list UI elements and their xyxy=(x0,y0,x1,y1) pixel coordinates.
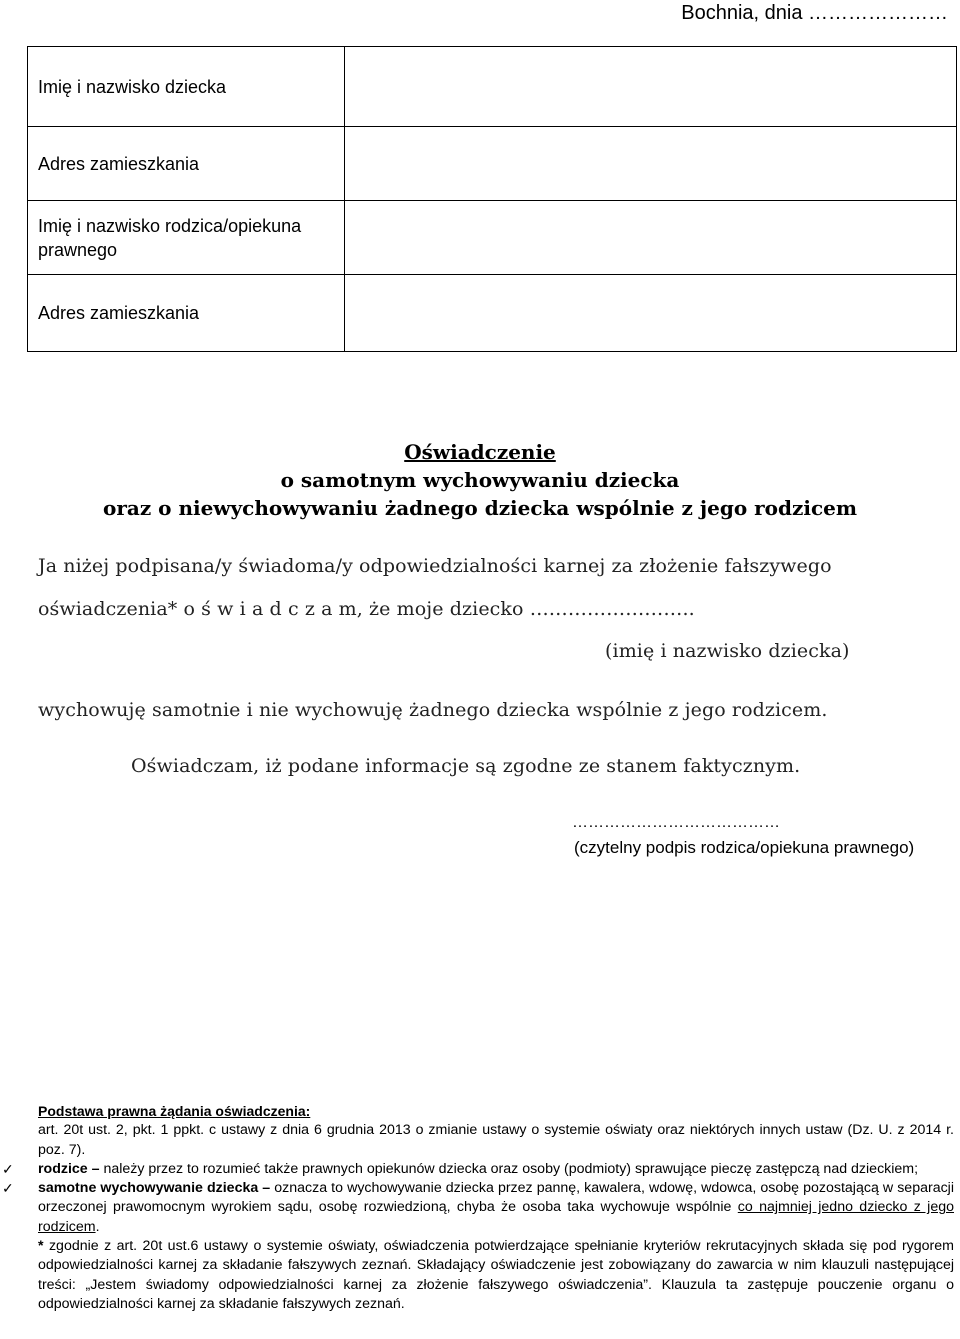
statement-line-4: wychowuję samotnie i nie wychowuję żadnego dziecka wspólnie z jego rodzicem. xyxy=(38,699,828,721)
footnote xyxy=(38,1237,954,1314)
definition-text: oznacza to wychowywanie dziecka przez pannę, kawalera, wdowę, wdowca, osobę pozostającą w separacji orzeczonej prawomocnym wyrokiem sądu, osobę rozwiedzioną, chyba że osoba taka wychowuje wspólnie xyxy=(38,1180,954,1216)
parent-name-field[interactable] xyxy=(345,201,957,275)
checkmark-icon: ✓ xyxy=(2,1180,14,1197)
legal-basis-title: Podstawa prawna żądania oświadczenia: xyxy=(38,1103,311,1119)
statement-line-1: Ja niżej podpisana/y świadoma/y odpowiedzialności karnej za złożenie fałszywego xyxy=(38,555,832,577)
document-title xyxy=(0,438,960,522)
table-row xyxy=(28,127,957,201)
definition-end: . xyxy=(95,1218,100,1235)
checkmark-icon: ✓ xyxy=(2,1160,14,1177)
definition-underlined: co najmniej jedno dziecko z jego rodzicem xyxy=(38,1199,954,1235)
table-row xyxy=(28,201,957,275)
definition-term: samotne wychowywanie dziecka – xyxy=(38,1180,271,1197)
signature-caption: (czytelny podpis rodzica/opiekuna prawnego) xyxy=(574,838,915,857)
personal-info-table xyxy=(27,46,957,352)
definition-parents xyxy=(2,1160,954,1179)
title-line-2: o samotnym wychowywaniu dziecka xyxy=(280,468,680,492)
child-name-field[interactable] xyxy=(345,47,957,127)
legal-basis-text: art. 20t ust. 2, pkt. 1 ppkt. c ustawy z dnia 6 grudnia 2013 o zmianie ustawy o systemie oświaty oraz niektórych innych ustaw (Dz. U. z 2014 r. poz. 7). xyxy=(38,1122,954,1158)
footnote-mark: * xyxy=(38,1238,44,1255)
table-row xyxy=(28,47,957,127)
title-line-1: Oświadczenie xyxy=(404,440,556,464)
child-address-label: Adres zamieszkania xyxy=(28,127,345,201)
definition-single-parenting xyxy=(2,1179,954,1237)
date-line: Bochnia, dnia ………………… xyxy=(681,2,948,24)
parent-name-label: Imię i nazwisko rodzica/opiekuna prawnego xyxy=(28,201,345,275)
footnote-text: zgodnie z art. 20t ust.6 ustawy o systemie oświaty, oświadczenia potwierdzające spełnianie kryteriów rekrutacyjnych składa się pod rygorem odpowiedzialności karnej za składanie fałszywych zeznań. Składający oświadczenie jest zobowiązany do zawarcia w nim klauzuli następującej treści: „Jestem świadomy odpowiedzialności karnej za złożenie fałszywego oświadczenia”. Klauzula ta zastępuje pouczenie organu o odpowiedzialności karnej za składanie fałszywych zeznań. xyxy=(38,1238,954,1312)
definition-term: rodzice – xyxy=(38,1160,100,1177)
table-row xyxy=(28,275,957,352)
title-line-3: oraz o niewychowywaniu żadnego dziecka wspólnie z jego rodzicem xyxy=(102,496,858,520)
child-name-label: Imię i nazwisko dziecka xyxy=(28,47,345,127)
signature-line[interactable]: ………………………………… xyxy=(572,814,780,831)
parent-address-field[interactable] xyxy=(345,275,957,352)
child-address-field[interactable] xyxy=(345,127,957,201)
parent-address-label: Adres zamieszkania xyxy=(28,275,345,352)
definition-text: należy przez to rozumieć także prawnych opiekunów dziecka oraz osoby (podmioty) sprawujące pieczę zastępczą nad dzieckiem; xyxy=(99,1160,919,1177)
child-name-hint: (imię i nazwisko dziecka) xyxy=(605,640,850,662)
statement-line-5: Oświadczam, iż podane informacje są zgodne ze stanem faktycznym. xyxy=(131,755,801,777)
statement-line-2: oświadczenia* o ś w i a d c z a m, że moje dziecko …………………….. xyxy=(38,598,695,620)
legal-notes xyxy=(2,1102,954,1314)
